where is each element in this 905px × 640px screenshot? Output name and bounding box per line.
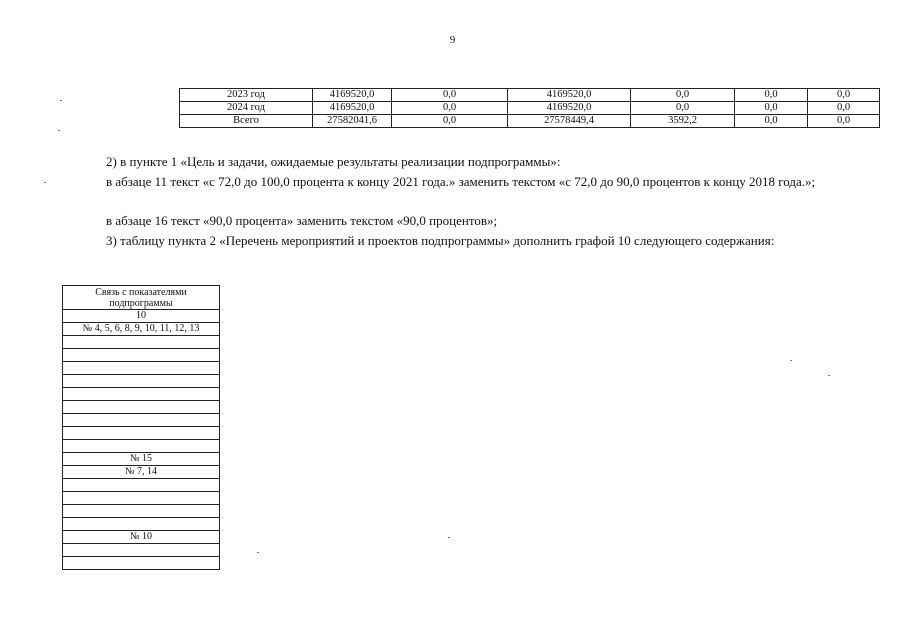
table-cell: 0,0 <box>735 89 808 102</box>
scan-speck <box>257 552 259 553</box>
paragraph-abzac-16: в абзаце 16 текст «90,0 процента» заменить текстом «90,0 процентов»; <box>106 213 498 228</box>
table-row <box>63 557 220 570</box>
table-cell <box>63 427 220 440</box>
table-header-row <box>63 286 220 310</box>
table-cell: 2023 год <box>180 89 313 102</box>
budget-table <box>56 88 880 128</box>
paragraph-item-3: 3) таблицу пункта 2 «Перечень мероприятий и проектов подпрограммы» дополнить графой 10 следующего содержания: <box>106 233 775 248</box>
table-cell <box>63 505 220 518</box>
table-cell: № 10 <box>63 531 220 544</box>
table-cell <box>63 362 220 375</box>
indicator-links-table <box>62 285 220 570</box>
table-row <box>63 505 220 518</box>
table-cell: 4169520,0 <box>508 89 631 102</box>
table-cell: 0,0 <box>631 89 735 102</box>
table-row <box>63 492 220 505</box>
table-row <box>63 362 220 375</box>
table-cell <box>63 375 220 388</box>
table-cell <box>63 336 220 349</box>
table-row <box>63 401 220 414</box>
table-row <box>63 531 220 544</box>
table-cell: 4169520,0 <box>313 89 392 102</box>
table-cell <box>63 557 220 570</box>
table-cell: Всего <box>180 115 313 128</box>
scan-speck <box>58 130 60 131</box>
table-cell <box>63 544 220 557</box>
table-row <box>63 453 220 466</box>
table-cell: 0,0 <box>392 102 508 115</box>
table-row <box>63 414 220 427</box>
table-row <box>63 388 220 401</box>
table-cell: 0,0 <box>808 89 880 102</box>
table-cell <box>63 388 220 401</box>
table-cell: № 7, 14 <box>63 466 220 479</box>
table-row <box>63 323 220 336</box>
table-row <box>63 544 220 557</box>
scan-speck <box>790 360 792 361</box>
table-cell: 0,0 <box>631 102 735 115</box>
table-cell <box>63 401 220 414</box>
table-row <box>56 115 880 128</box>
table-row <box>63 466 220 479</box>
table-row <box>63 440 220 453</box>
table-cell: 3592,2 <box>631 115 735 128</box>
table-cell: 0,0 <box>735 102 808 115</box>
scan-speck <box>60 100 62 101</box>
table-row <box>63 518 220 531</box>
table-cell <box>63 349 220 362</box>
scan-speck <box>828 375 830 376</box>
table-cell <box>63 518 220 531</box>
table-row <box>63 427 220 440</box>
table-cell: 0,0 <box>808 115 880 128</box>
table-cell: 4169520,0 <box>508 102 631 115</box>
page-number: 9 <box>449 34 456 46</box>
table-row <box>63 310 220 323</box>
table-row <box>63 375 220 388</box>
table-row <box>56 102 880 115</box>
column-number: 10 <box>63 310 220 323</box>
table-row <box>63 336 220 349</box>
table-cell <box>63 440 220 453</box>
column-header: Связь с показателями подпрограммы <box>63 286 220 310</box>
table-cell: 0,0 <box>808 102 880 115</box>
table-row <box>56 89 880 102</box>
table-cell: 27582041,6 <box>313 115 392 128</box>
blank-cell <box>56 89 180 128</box>
links-table-body <box>63 323 220 570</box>
table-cell: 0,0 <box>392 89 508 102</box>
paragraph-abzac-11: в абзаце 11 текст «с 72,0 до 100,0 процента к концу 2021 года.» заменить текстом «с 72,0 до 90,0 процентов к концу 2018 года.»; <box>106 174 816 189</box>
paragraph-item-2: 2) в пункте 1 «Цель и задачи, ожидаемые результаты реализации подпрограммы»: <box>106 154 561 169</box>
table-cell: № 4, 5, 6, 8, 9, 10, 11, 12, 13 <box>63 323 220 336</box>
table-row <box>63 479 220 492</box>
table-cell: 27578449,4 <box>508 115 631 128</box>
scan-speck <box>448 537 450 538</box>
table-cell <box>63 479 220 492</box>
table-row <box>63 349 220 362</box>
table-cell: № 15 <box>63 453 220 466</box>
table-cell <box>63 414 220 427</box>
table-cell: 2024 год <box>180 102 313 115</box>
table-cell: 4169520,0 <box>313 102 392 115</box>
table-cell: 0,0 <box>392 115 508 128</box>
table-cell <box>63 492 220 505</box>
table-cell: 0,0 <box>735 115 808 128</box>
scan-speck <box>44 182 46 183</box>
